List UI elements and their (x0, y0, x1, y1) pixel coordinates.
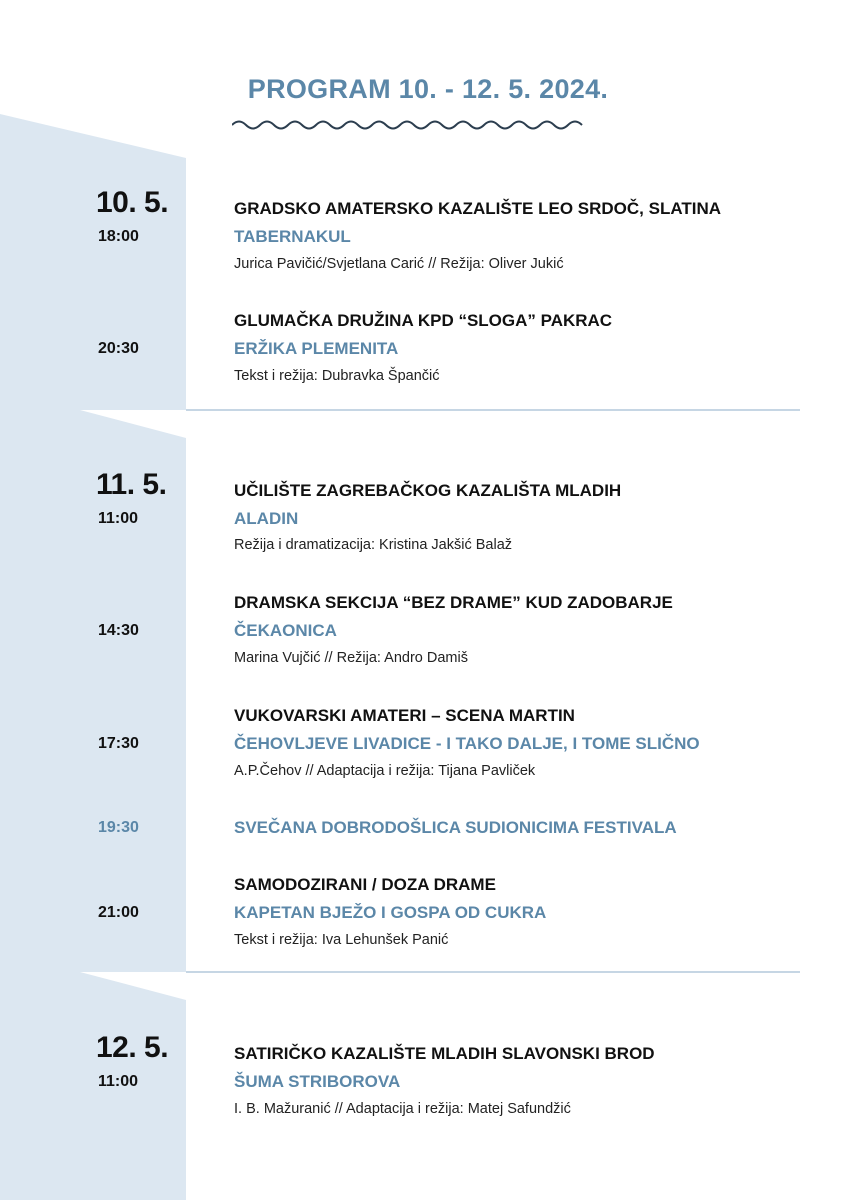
event-credits: Režija i dramatizacija: Kristina Jakšić Balaž (234, 537, 513, 553)
event-group: GRADSKO AMATERSKO KAZALIŠTE LEO SRDOČ, SLATINA (234, 199, 722, 218)
event-group: VUKOVARSKI AMATERI – SCENA MARTIN (234, 706, 575, 725)
event-credits: Jurica Pavičić/Svjetlana Carić // Režija: Oliver Jukić (234, 256, 564, 272)
event-credits: Tekst i režija: Dubravka Špančić (234, 368, 440, 384)
event-play: KAPETAN BJEŽO I GOSPA OD CUKRA (234, 903, 547, 922)
event-group: DRAMSKA SEKCIJA “BEZ DRAME” KUD ZADOBARJE (234, 593, 673, 612)
event-time: 11:00 (98, 1073, 139, 1090)
day-date: 12. 5. (96, 1031, 169, 1064)
event-time: 19:30 (98, 819, 139, 836)
page-title: PROGRAM 10. - 12. 5. 2024. (247, 74, 609, 104)
event-play: ČEHOVLJEVE LIVADICE - I TAKO DALJE, I TOME SLIČNO (234, 734, 700, 753)
event-time: 11:00 (98, 510, 139, 527)
event-group: SATIRIČKO KAZALIŠTE MLADIH SLAVONSKI BROD (234, 1044, 655, 1063)
event-play: TABERNAKUL (234, 227, 351, 246)
event-play: ALADIN (234, 509, 299, 528)
event-play: SVEČANA DOBRODOŠLICA SUDIONICIMA FESTIVALA (234, 818, 677, 837)
panel-day-3 (0, 972, 186, 1200)
event-time: 17:30 (98, 735, 139, 752)
event-play: ERŽIKA PLEMENITA (234, 339, 399, 358)
event-group: GLUMAČKA DRUŽINA KPD “SLOGA” PAKRAC (234, 311, 613, 330)
event-group: UČILIŠTE ZAGREBAČKOG KAZALIŠTA MLADIH (234, 481, 622, 500)
day-date: 10. 5. (96, 186, 169, 219)
event-play: ŠUMA STRIBOROVA (234, 1072, 401, 1091)
event-group: SAMODOZIRANI / DOZA DRAME (234, 875, 496, 894)
wave-divider (232, 118, 592, 132)
event-credits: Marina Vujčić // Režija: Andro Damiš (234, 650, 468, 666)
event-credits: Tekst i režija: Iva Lehunšek Panić (234, 932, 449, 948)
event-time: 14:30 (98, 622, 139, 639)
panel-day-1 (0, 114, 186, 410)
event-time: 21:00 (98, 904, 139, 921)
day-date: 11. 5. (96, 468, 167, 501)
event-play: ČEKAONICA (234, 621, 337, 640)
event-time: 20:30 (98, 340, 139, 357)
event-credits: A.P.Čehov // Adaptacija i režija: Tijana Pavliček (234, 763, 536, 779)
event-time: 18:00 (98, 228, 139, 245)
event-credits: I. B. Mažuranić // Adaptacija i režija: Matej Safundžić (234, 1101, 571, 1117)
